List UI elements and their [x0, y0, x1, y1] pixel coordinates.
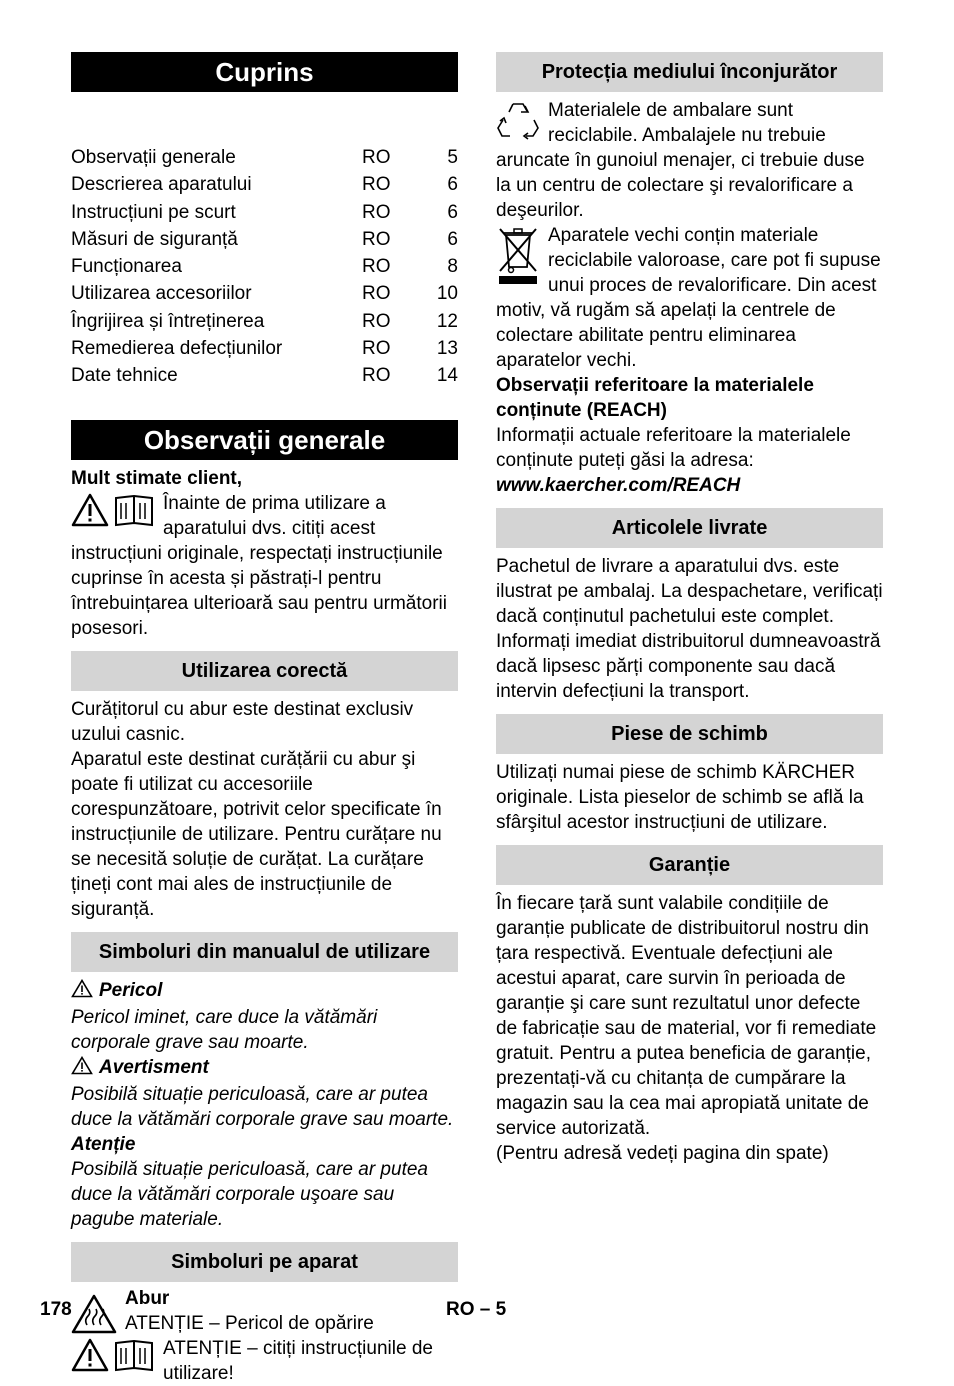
toc-lang: RO [362, 228, 391, 250]
steam-label: Abur [125, 1287, 170, 1309]
toc-lang: RO [362, 147, 391, 168]
recycling-text: Materialele de ambalare sunt reciclabile. Ambalajele nu trebuie aruncate în gunoiul menajer, ci trebuie duse la un centru de colectare şi revalorificare a deşeurilor. [496, 100, 865, 221]
warranty-note: (Pentru adresă vedeți pagina din spate) [496, 1143, 829, 1164]
toc-title: Măsuri de siguranță [71, 228, 238, 250]
weee-block [496, 223, 883, 373]
toc-page: 13 [436, 338, 458, 360]
read-manual-icons [71, 1338, 155, 1372]
intro-block [71, 491, 458, 641]
toc-row[interactable] [71, 253, 458, 280]
proper-use-text-1: Curățitorul cu abur este destinat exclusiv uzului casnic. [71, 698, 414, 745]
weee-icons [496, 225, 540, 287]
warning-triangle-icon [71, 1056, 93, 1082]
toc-row[interactable] [71, 199, 458, 226]
left-column [71, 52, 458, 1386]
toc-row[interactable] [71, 226, 458, 253]
caution-label: Atenție [71, 1133, 136, 1155]
toc-page: 8 [447, 256, 458, 278]
toc-title: Date tehnice [71, 365, 178, 387]
contents-heading: Cuprins [71, 52, 458, 92]
toc-page: 5 [447, 147, 458, 168]
manual-book-icon [113, 1338, 155, 1372]
danger-label: Pericol [99, 979, 163, 1001]
toc-title: Funcționarea [71, 256, 182, 278]
recycling-icon [496, 100, 540, 142]
toc-lang: RO [362, 174, 391, 196]
warning-triangle-icon [71, 1338, 109, 1372]
toc-lang: RO [362, 338, 391, 360]
toc-row[interactable] [71, 335, 458, 362]
toc-lang: RO [362, 365, 391, 387]
table-of-contents [71, 144, 458, 390]
weee-text: Aparatele vechi conțin materiale reciclabile valoroase, care pot fi supuse unui proces de revalorificare. Din acest motiv, vă rugăm să apelați la centrele de colectare abilitate pentru eliminarea aparatelor vechi. [496, 225, 881, 371]
delivery-heading: Articolele livrate [496, 508, 883, 548]
toc-title: Observații generale [71, 147, 236, 168]
warranty-text: În fiecare țară sunt valabile condițiile de garanție publicate de distribuitorul nostru din țara respectivă. Eventuale defecțiuni ale acestui aparat, care survin în perioada de garanție şi care sunt rezultatul unor defecte de fabricație sau de material, vor fi remediate gratuit. Pentru a putea beneficia de garanție, prezentați-vă cu chitanța de cumpărare la magazin sau la cea mai apropiată unitate de service autorizată. [496, 893, 877, 1139]
proper-use-text-2: Aparatul este destinat curățării cu abur şi poate fi utilizat cu accesoriile corespunzătoare, potrivit celor specificate în instrucțiunile de utilizare. Pentru curățare nu se necesită soluție de curățat. La curățare țineți cont mai ales de instrucțiunile de siguranță. [71, 748, 442, 920]
spare-parts-heading: Piese de schimb [496, 714, 883, 754]
danger-text: Pericol iminet, care duce la vătămări corporale grave sau moarte. [71, 1006, 378, 1053]
warning-label: Avertisment [99, 1056, 209, 1078]
toc-row[interactable] [71, 308, 458, 335]
general-heading: Observații generale [71, 420, 458, 460]
toc-title: Instrucțiuni pe scurt [71, 201, 236, 223]
toc-lang: RO [362, 256, 391, 278]
reach-text: Informații actuale referitoare la materialele conținute puteți găsi la adresa: [496, 425, 851, 471]
spare-parts-text: Utilizați numai piese de schimb KÄRCHER originale. Lista pieselor de schimb se află la sfârşitul acestor instrucțiuni de utilizare. [496, 762, 864, 833]
greeting: Mult stimate client, [71, 467, 243, 489]
right-column [496, 52, 883, 1166]
toc-row[interactable] [71, 144, 458, 171]
toc-page: 10 [436, 283, 458, 305]
symbols-device-heading: Simboluri pe aparat [71, 1242, 458, 1282]
crossed-bin-icon [496, 225, 540, 287]
warning-text: Posibilă situație periculoasă, care ar putea duce la vătămări corporale grave sau moarte. [71, 1083, 454, 1130]
steam-text: ATENȚIE – Pericol de opărire [125, 1312, 374, 1334]
steam-icons [71, 1294, 117, 1334]
toc-page: 6 [447, 228, 458, 250]
recycling-block [496, 98, 883, 223]
page-number: 178 [40, 1299, 72, 1320]
toc-lang: RO [362, 310, 391, 332]
toc-page: 14 [436, 365, 458, 387]
environment-heading: Protecția mediului înconjurător [496, 52, 883, 92]
toc-title: Descrierea aparatului [71, 174, 252, 196]
manual-book-icon [113, 493, 155, 527]
toc-page: 12 [436, 310, 458, 332]
toc-row[interactable] [71, 171, 458, 198]
proper-use-heading: Utilizarea corectă [71, 651, 458, 691]
reach-link[interactable]: www.kaercher.com/REACH [496, 475, 741, 496]
section-page: RO – 5 [446, 1299, 507, 1320]
delivery-text: Pachetul de livrare a aparatului dvs. este ilustrat pe ambalaj. La despachetare, verificați dacă conținutul pachetului este complet. Informați imediat distribuitorul dumneavoastră dacă lipsesc părți componente sau dacă intervin defecțiuni la transport. [496, 556, 883, 702]
toc-lang: RO [362, 201, 391, 223]
warranty-heading: Garanție [496, 845, 883, 885]
toc-lang: RO [362, 283, 391, 305]
danger-label-line [71, 978, 458, 1005]
hot-steam-warning-icon [71, 1294, 117, 1334]
toc-page: 6 [447, 174, 458, 196]
reach-heading: Observații referitoare la materialele conținute (REACH) [496, 375, 814, 421]
intro-text: Înainte de prima utilizare a aparatului dvs. citiți acest instrucțiuni originale, respectați instrucțiunile cuprinse în acesta și păstrați-l pentru întrebuințarea ulterioară sau pentru următorii posesori. [71, 492, 447, 639]
steam-block [71, 1286, 458, 1336]
toc-page: 6 [447, 201, 458, 223]
read-manual-text: ATENȚIE – citiți instrucțiunile de utilizare! [163, 1337, 433, 1384]
toc-title: Remedierea defecțiunilor [71, 338, 283, 360]
warning-triangle-icon [71, 493, 109, 527]
read-manual-block [71, 1336, 458, 1386]
warning-triangle-icon [71, 979, 93, 1005]
recycling-icons [496, 100, 540, 142]
toc-row[interactable] [71, 280, 458, 307]
toc-title: Utilizarea accesoriilor [71, 283, 252, 305]
symbols-manual-heading: Simboluri din manualul de utilizare [71, 932, 458, 972]
warning-label-line [71, 1055, 458, 1082]
intro-icons [71, 493, 155, 527]
toc-row[interactable] [71, 362, 458, 389]
caution-text: Posibilă situație periculoasă, care ar putea duce la vătămări corporale uşoare sau pagube materiale. [71, 1158, 428, 1230]
toc-title: Îngrijirea și întreținerea [71, 310, 265, 332]
